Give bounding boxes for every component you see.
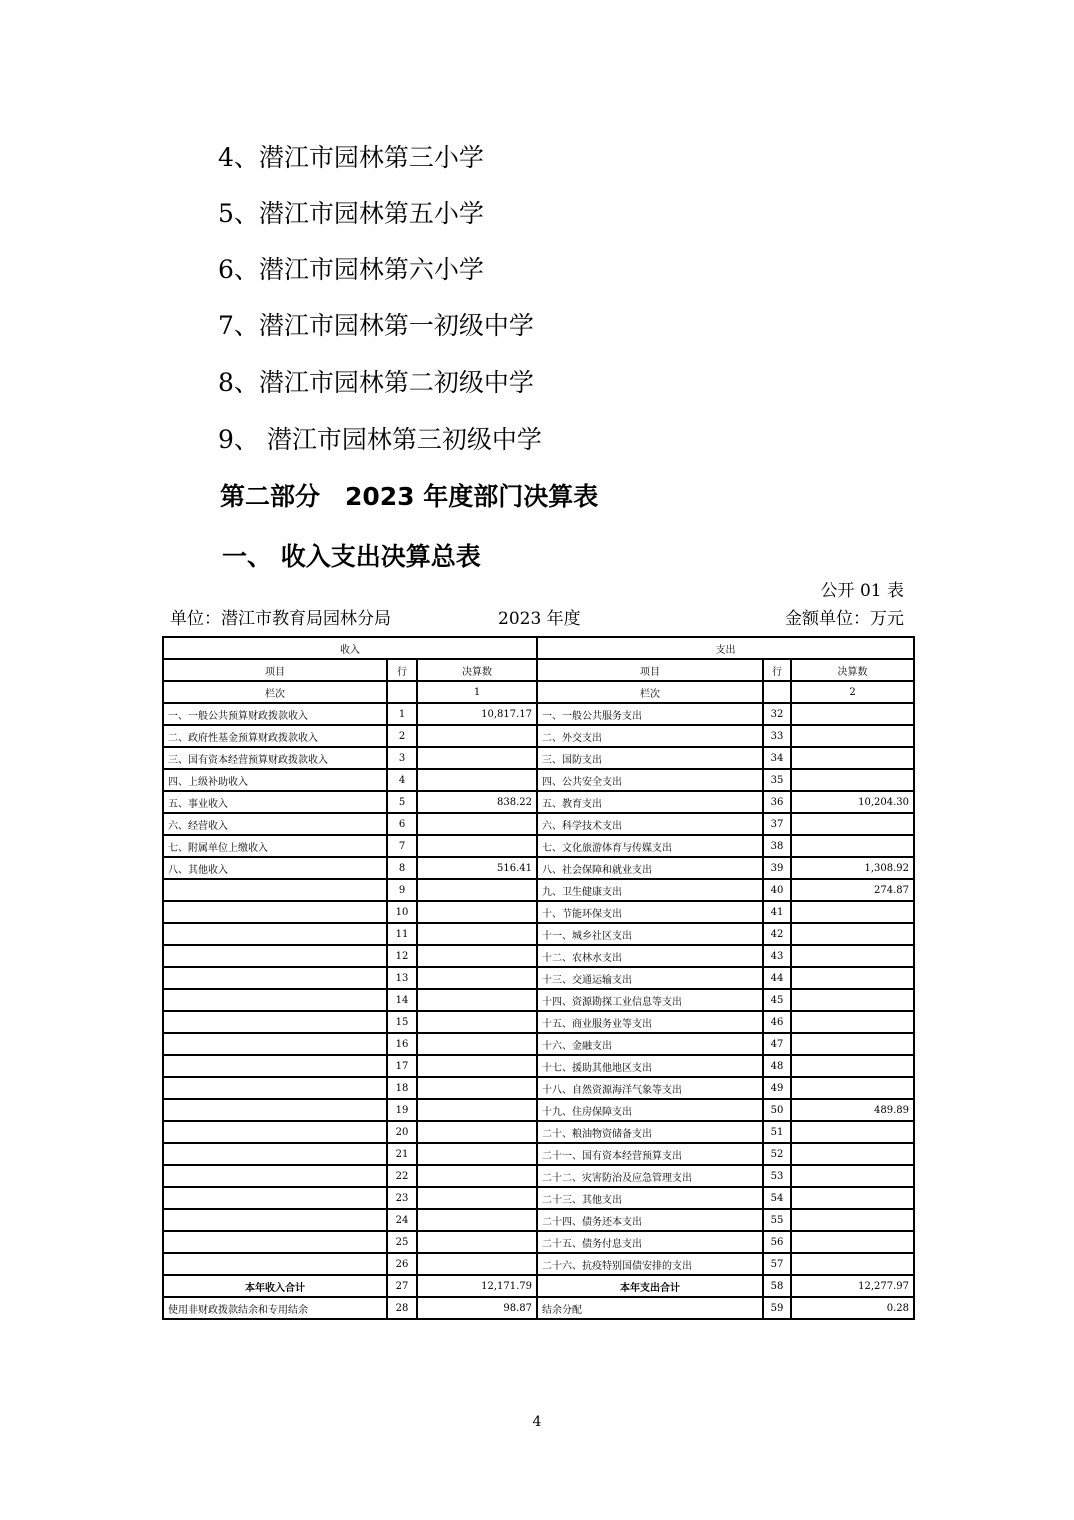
- unit-label: 单位：潜江市教育局园林分局: [170, 609, 391, 629]
- income-amount: [417, 1143, 537, 1165]
- income-amount: [417, 1055, 537, 1077]
- income-amount: [417, 989, 537, 1011]
- expense-item: 三、国防支出: [537, 747, 763, 769]
- expense-line: 41: [763, 901, 791, 923]
- income-line: 14: [387, 989, 417, 1011]
- col-line: 行: [387, 659, 417, 681]
- income-line: 13: [387, 967, 417, 989]
- table-row: [163, 747, 914, 769]
- expense-line: 36: [763, 791, 791, 813]
- part-heading: 第二部分 2023 年度部门决算表: [220, 482, 599, 511]
- table-row: [163, 1275, 914, 1297]
- income-line: 19: [387, 1099, 417, 1121]
- income-item: [163, 1143, 387, 1165]
- expense-line: 44: [763, 967, 791, 989]
- expense-line: 43: [763, 945, 791, 967]
- expense-line: 46: [763, 1011, 791, 1033]
- income-line: 1: [387, 703, 417, 725]
- expense-item: 十四、资源勘探工业信息等支出: [537, 989, 763, 1011]
- expense-item: 二十一、国有资本经营预算支出: [537, 1143, 763, 1165]
- income-amount: 12,171.79: [417, 1275, 537, 1297]
- table-row: [163, 967, 914, 989]
- income-item: [163, 879, 387, 901]
- expense-item: 八、社会保障和就业支出: [537, 857, 763, 879]
- expense-item: 二十三、其他支出: [537, 1187, 763, 1209]
- income-line: 27: [387, 1275, 417, 1297]
- income-item: 二、政府性基金预算财政拨款收入: [163, 725, 387, 747]
- expense-amount: [791, 703, 914, 725]
- income-item: 三、国有资本经营预算财政拨款收入: [163, 747, 387, 769]
- expense-amount: [791, 1121, 914, 1143]
- income-item: 四、上级补助收入: [163, 769, 387, 791]
- income-line: 15: [387, 1011, 417, 1033]
- income-line: 17: [387, 1055, 417, 1077]
- expense-item: 十六、金融支出: [537, 1033, 763, 1055]
- income-item: 一、一般公共预算财政拨款收入: [163, 703, 387, 725]
- table-row: [163, 703, 914, 725]
- amount-unit-label: 金额单位：万元: [785, 609, 904, 629]
- table-header-row: [163, 659, 914, 681]
- expense-amount: [791, 1033, 914, 1055]
- expense-amount: [791, 1253, 914, 1275]
- expense-item: 二十二、灾害防治及应急管理支出: [537, 1165, 763, 1187]
- income-item: [163, 1077, 387, 1099]
- expense-amount: [791, 1011, 914, 1033]
- income-amount: 10,817.17: [417, 703, 537, 725]
- expense-line: 58: [763, 1275, 791, 1297]
- table-row: [163, 813, 914, 835]
- col-item: 项目: [537, 659, 763, 681]
- income-amount: 516.41: [417, 857, 537, 879]
- table-row: [163, 1121, 914, 1143]
- expense-line: 39: [763, 857, 791, 879]
- income-item: [163, 1231, 387, 1253]
- list-item: 7、潜江市园林第一初级中学: [218, 311, 534, 340]
- expense-item: 十七、援助其他地区支出: [537, 1055, 763, 1077]
- expense-item: 二十四、债务还本支出: [537, 1209, 763, 1231]
- expense-item: 十、节能环保支出: [537, 901, 763, 923]
- col-line: 行: [763, 659, 791, 681]
- expense-item: 十九、住房保障支出: [537, 1099, 763, 1121]
- income-amount: [417, 1099, 537, 1121]
- expense-item: 七、文化旅游体育与传媒支出: [537, 835, 763, 857]
- expense-line: 52: [763, 1143, 791, 1165]
- income-amount: [417, 725, 537, 747]
- expense-line: 40: [763, 879, 791, 901]
- expense-amount: 12,277.97: [791, 1275, 914, 1297]
- expense-amount: [791, 1055, 914, 1077]
- expense-item: 二十六、抗疫特别国债安排的支出: [537, 1253, 763, 1275]
- income-item: [163, 1033, 387, 1055]
- income-header: 收入: [163, 637, 537, 659]
- table-row: [163, 835, 914, 857]
- income-amount: [417, 1077, 537, 1099]
- expense-amount: 1,308.92: [791, 857, 914, 879]
- income-amount: [417, 1187, 537, 1209]
- expense-item: 十五、商业服务业等支出: [537, 1011, 763, 1033]
- income-line: 6: [387, 813, 417, 835]
- table-header-row: [163, 681, 914, 703]
- col-order: 栏次: [537, 681, 763, 703]
- expense-amount: [791, 1209, 914, 1231]
- expense-item: 十二、农林水支出: [537, 945, 763, 967]
- expense-line: 45: [763, 989, 791, 1011]
- expense-line: 57: [763, 1253, 791, 1275]
- expense-item: 十三、交通运输支出: [537, 967, 763, 989]
- table-row: [163, 1033, 914, 1055]
- expense-col-no: 2: [791, 681, 914, 703]
- income-amount: [417, 747, 537, 769]
- income-amount: [417, 1209, 537, 1231]
- income-line: 16: [387, 1033, 417, 1055]
- expense-line: 54: [763, 1187, 791, 1209]
- table-row: [163, 1165, 914, 1187]
- income-line: 7: [387, 835, 417, 857]
- expense-amount: [791, 813, 914, 835]
- expense-item: 二十、粮油物资储备支出: [537, 1121, 763, 1143]
- expense-line: 35: [763, 769, 791, 791]
- income-amount: [417, 813, 537, 835]
- expense-line: 50: [763, 1099, 791, 1121]
- expense-item: 二、外交支出: [537, 725, 763, 747]
- expense-line: 51: [763, 1121, 791, 1143]
- expense-amount: [791, 1077, 914, 1099]
- income-item: [163, 945, 387, 967]
- table-row: [163, 901, 914, 923]
- income-item: 六、经营收入: [163, 813, 387, 835]
- table-row: [163, 923, 914, 945]
- table-row: [163, 1231, 914, 1253]
- expense-amount: [791, 835, 914, 857]
- expense-line: 34: [763, 747, 791, 769]
- income-item: [163, 989, 387, 1011]
- income-amount: [417, 901, 537, 923]
- expense-item: 一、一般公共服务支出: [537, 703, 763, 725]
- expense-item: 本年支出合计: [537, 1275, 763, 1297]
- expense-item: 二十五、债务付息支出: [537, 1231, 763, 1253]
- income-item: [163, 1099, 387, 1121]
- expense-header: 支出: [537, 637, 914, 659]
- table-row: [163, 1143, 914, 1165]
- expense-item: 九、卫生健康支出: [537, 879, 763, 901]
- expense-amount: [791, 725, 914, 747]
- expense-line: 32: [763, 703, 791, 725]
- expense-amount: [791, 1165, 914, 1187]
- table-row: [163, 725, 914, 747]
- table-row: [163, 1055, 914, 1077]
- table-row: [163, 1099, 914, 1121]
- table-row: [163, 989, 914, 1011]
- expense-line: 37: [763, 813, 791, 835]
- income-line: 2: [387, 725, 417, 747]
- expense-line: 49: [763, 1077, 791, 1099]
- income-amount: [417, 1253, 537, 1275]
- income-amount: [417, 1121, 537, 1143]
- expense-line: 47: [763, 1033, 791, 1055]
- income-item: [163, 1011, 387, 1033]
- empty-cell: [763, 681, 791, 703]
- income-item: [163, 1121, 387, 1143]
- table-row: [163, 945, 914, 967]
- col-amount: 决算数: [417, 659, 537, 681]
- expense-amount: [791, 923, 914, 945]
- page-number: 4: [532, 1414, 542, 1430]
- income-line: 18: [387, 1077, 417, 1099]
- table-row: [163, 1187, 914, 1209]
- expense-amount: [791, 967, 914, 989]
- income-line: 3: [387, 747, 417, 769]
- expense-line: 56: [763, 1231, 791, 1253]
- expense-amount: 0.28: [791, 1297, 914, 1319]
- table-row: [163, 1077, 914, 1099]
- income-item: [163, 1165, 387, 1187]
- col-amount: 决算数: [791, 659, 914, 681]
- expense-line: 55: [763, 1209, 791, 1231]
- expense-line: 59: [763, 1297, 791, 1319]
- income-item: [163, 901, 387, 923]
- income-line: 11: [387, 923, 417, 945]
- expense-line: 38: [763, 835, 791, 857]
- income-line: 21: [387, 1143, 417, 1165]
- income-line: 22: [387, 1165, 417, 1187]
- income-line: 8: [387, 857, 417, 879]
- income-line: 25: [387, 1231, 417, 1253]
- expense-item: 五、教育支出: [537, 791, 763, 813]
- table-row: [163, 879, 914, 901]
- expense-amount: 489.89: [791, 1099, 914, 1121]
- table-row: [163, 857, 914, 879]
- income-item: [163, 1209, 387, 1231]
- year-label: 2023 年度: [498, 609, 581, 629]
- section-heading: 一、 收入支出决算总表: [222, 542, 481, 571]
- expense-line: 53: [763, 1165, 791, 1187]
- income-amount: [417, 1231, 537, 1253]
- income-amount: 838.22: [417, 791, 537, 813]
- expense-amount: [791, 945, 914, 967]
- table-row: [163, 1297, 914, 1319]
- table-code: 公开 01 表: [820, 581, 904, 601]
- income-line: 26: [387, 1253, 417, 1275]
- expense-amount: [791, 989, 914, 1011]
- expense-amount: 10,204.30: [791, 791, 914, 813]
- income-amount: [417, 923, 537, 945]
- expense-amount: [791, 1187, 914, 1209]
- expense-line: 33: [763, 725, 791, 747]
- expense-item: 六、科学技术支出: [537, 813, 763, 835]
- expense-amount: 274.87: [791, 879, 914, 901]
- empty-cell: [387, 681, 417, 703]
- expense-amount: [791, 747, 914, 769]
- list-item: 4、潜江市园林第三小学: [218, 143, 484, 172]
- table-row: [163, 1253, 914, 1275]
- list-item: 9、 潜江市园林第三初级中学: [218, 425, 542, 454]
- table-row: [163, 1011, 914, 1033]
- income-amount: [417, 835, 537, 857]
- income-amount: [417, 1011, 537, 1033]
- income-item: 七、附属单位上缴收入: [163, 835, 387, 857]
- income-line: 24: [387, 1209, 417, 1231]
- expense-item: 结余分配: [537, 1297, 763, 1319]
- income-item: 本年收入合计: [163, 1275, 387, 1297]
- income-line: 12: [387, 945, 417, 967]
- col-order: 栏次: [163, 681, 387, 703]
- income-amount: 98.87: [417, 1297, 537, 1319]
- income-item: [163, 923, 387, 945]
- income-amount: [417, 1165, 537, 1187]
- expense-amount: [791, 901, 914, 923]
- income-item: 八、其他收入: [163, 857, 387, 879]
- income-item: [163, 967, 387, 989]
- income-item: [163, 1253, 387, 1275]
- expense-item: 十八、自然资源海洋气象等支出: [537, 1077, 763, 1099]
- income-line: 9: [387, 879, 417, 901]
- income-line: 5: [387, 791, 417, 813]
- expense-item: 十一、城乡社区支出: [537, 923, 763, 945]
- income-amount: [417, 967, 537, 989]
- income-amount: [417, 879, 537, 901]
- expense-line: 42: [763, 923, 791, 945]
- income-item: 使用非财政拨款结余和专用结余: [163, 1297, 387, 1319]
- income-line: 28: [387, 1297, 417, 1319]
- income-amount: [417, 945, 537, 967]
- income-item: [163, 1187, 387, 1209]
- expense-amount: [791, 1231, 914, 1253]
- table-row: [163, 769, 914, 791]
- income-amount: [417, 769, 537, 791]
- list-item: 8、潜江市园林第二初级中学: [218, 368, 534, 397]
- expense-item: 四、公共安全支出: [537, 769, 763, 791]
- income-item: 五、事业收入: [163, 791, 387, 813]
- income-amount: [417, 1033, 537, 1055]
- list-item: 5、潜江市园林第五小学: [218, 199, 484, 228]
- income-item: [163, 1055, 387, 1077]
- list-item: 6、潜江市园林第六小学: [218, 255, 484, 284]
- income-line: 20: [387, 1121, 417, 1143]
- expense-amount: [791, 1143, 914, 1165]
- income-col-no: 1: [417, 681, 537, 703]
- col-item: 项目: [163, 659, 387, 681]
- expense-line: 48: [763, 1055, 791, 1077]
- table-row: [163, 1209, 914, 1231]
- table-row: [163, 791, 914, 813]
- table-header-row: [163, 637, 914, 659]
- expense-amount: [791, 769, 914, 791]
- income-line: 4: [387, 769, 417, 791]
- income-line: 23: [387, 1187, 417, 1209]
- income-expense-table: [162, 636, 915, 1320]
- income-line: 10: [387, 901, 417, 923]
